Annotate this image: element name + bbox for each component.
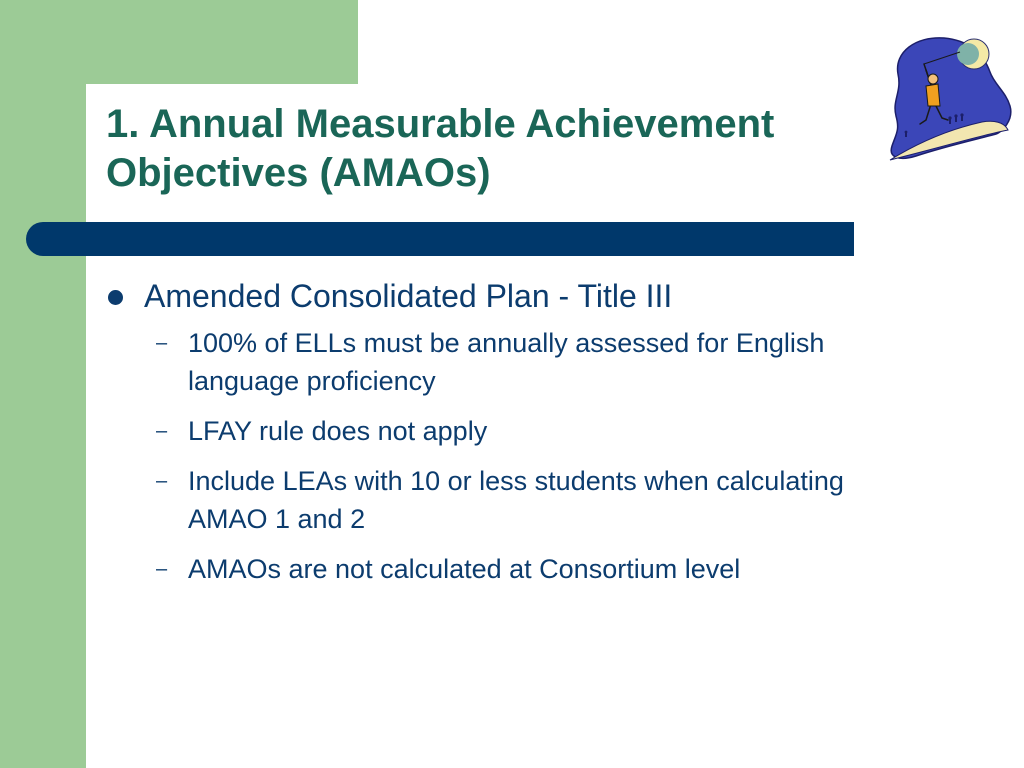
sub-bullet-list [106,324,926,588]
sub-bullet-text: 100% of ELLs must be annually assessed for English language proficiency [188,328,825,396]
bullet-dot [108,290,123,305]
bullet-list [106,274,926,600]
slide-title-line-1: 1. Annual Measurable Achievement [106,102,775,146]
dash-marker: – [156,420,168,442]
person-reaching-for-moon-icon [886,34,1016,164]
dash-marker: – [156,470,168,492]
slide-title-line-2: Objectives (AMAOs) [106,151,491,195]
green-top-block [0,0,358,84]
slide-title [106,100,886,198]
bullet-item [106,274,926,318]
sub-bullet-text: LFAY rule does not apply [188,416,488,446]
green-side-bar [0,0,86,768]
sub-bullet-text: AMAOs are not calculated at Consortium level [188,554,741,584]
title-divider-bar [26,222,854,256]
sub-bullet-item [106,324,926,400]
bullet-text: Amended Consolidated Plan - Title III [144,278,673,314]
sub-bullet-item [106,412,926,450]
sub-bullet-text: Include LEAs with 10 or less students when calculating AMAO 1 and 2 [188,466,844,534]
dash-marker: – [156,332,168,354]
dash-marker: – [156,558,168,580]
sub-bullet-item [106,462,926,538]
sub-bullet-item [106,550,926,588]
